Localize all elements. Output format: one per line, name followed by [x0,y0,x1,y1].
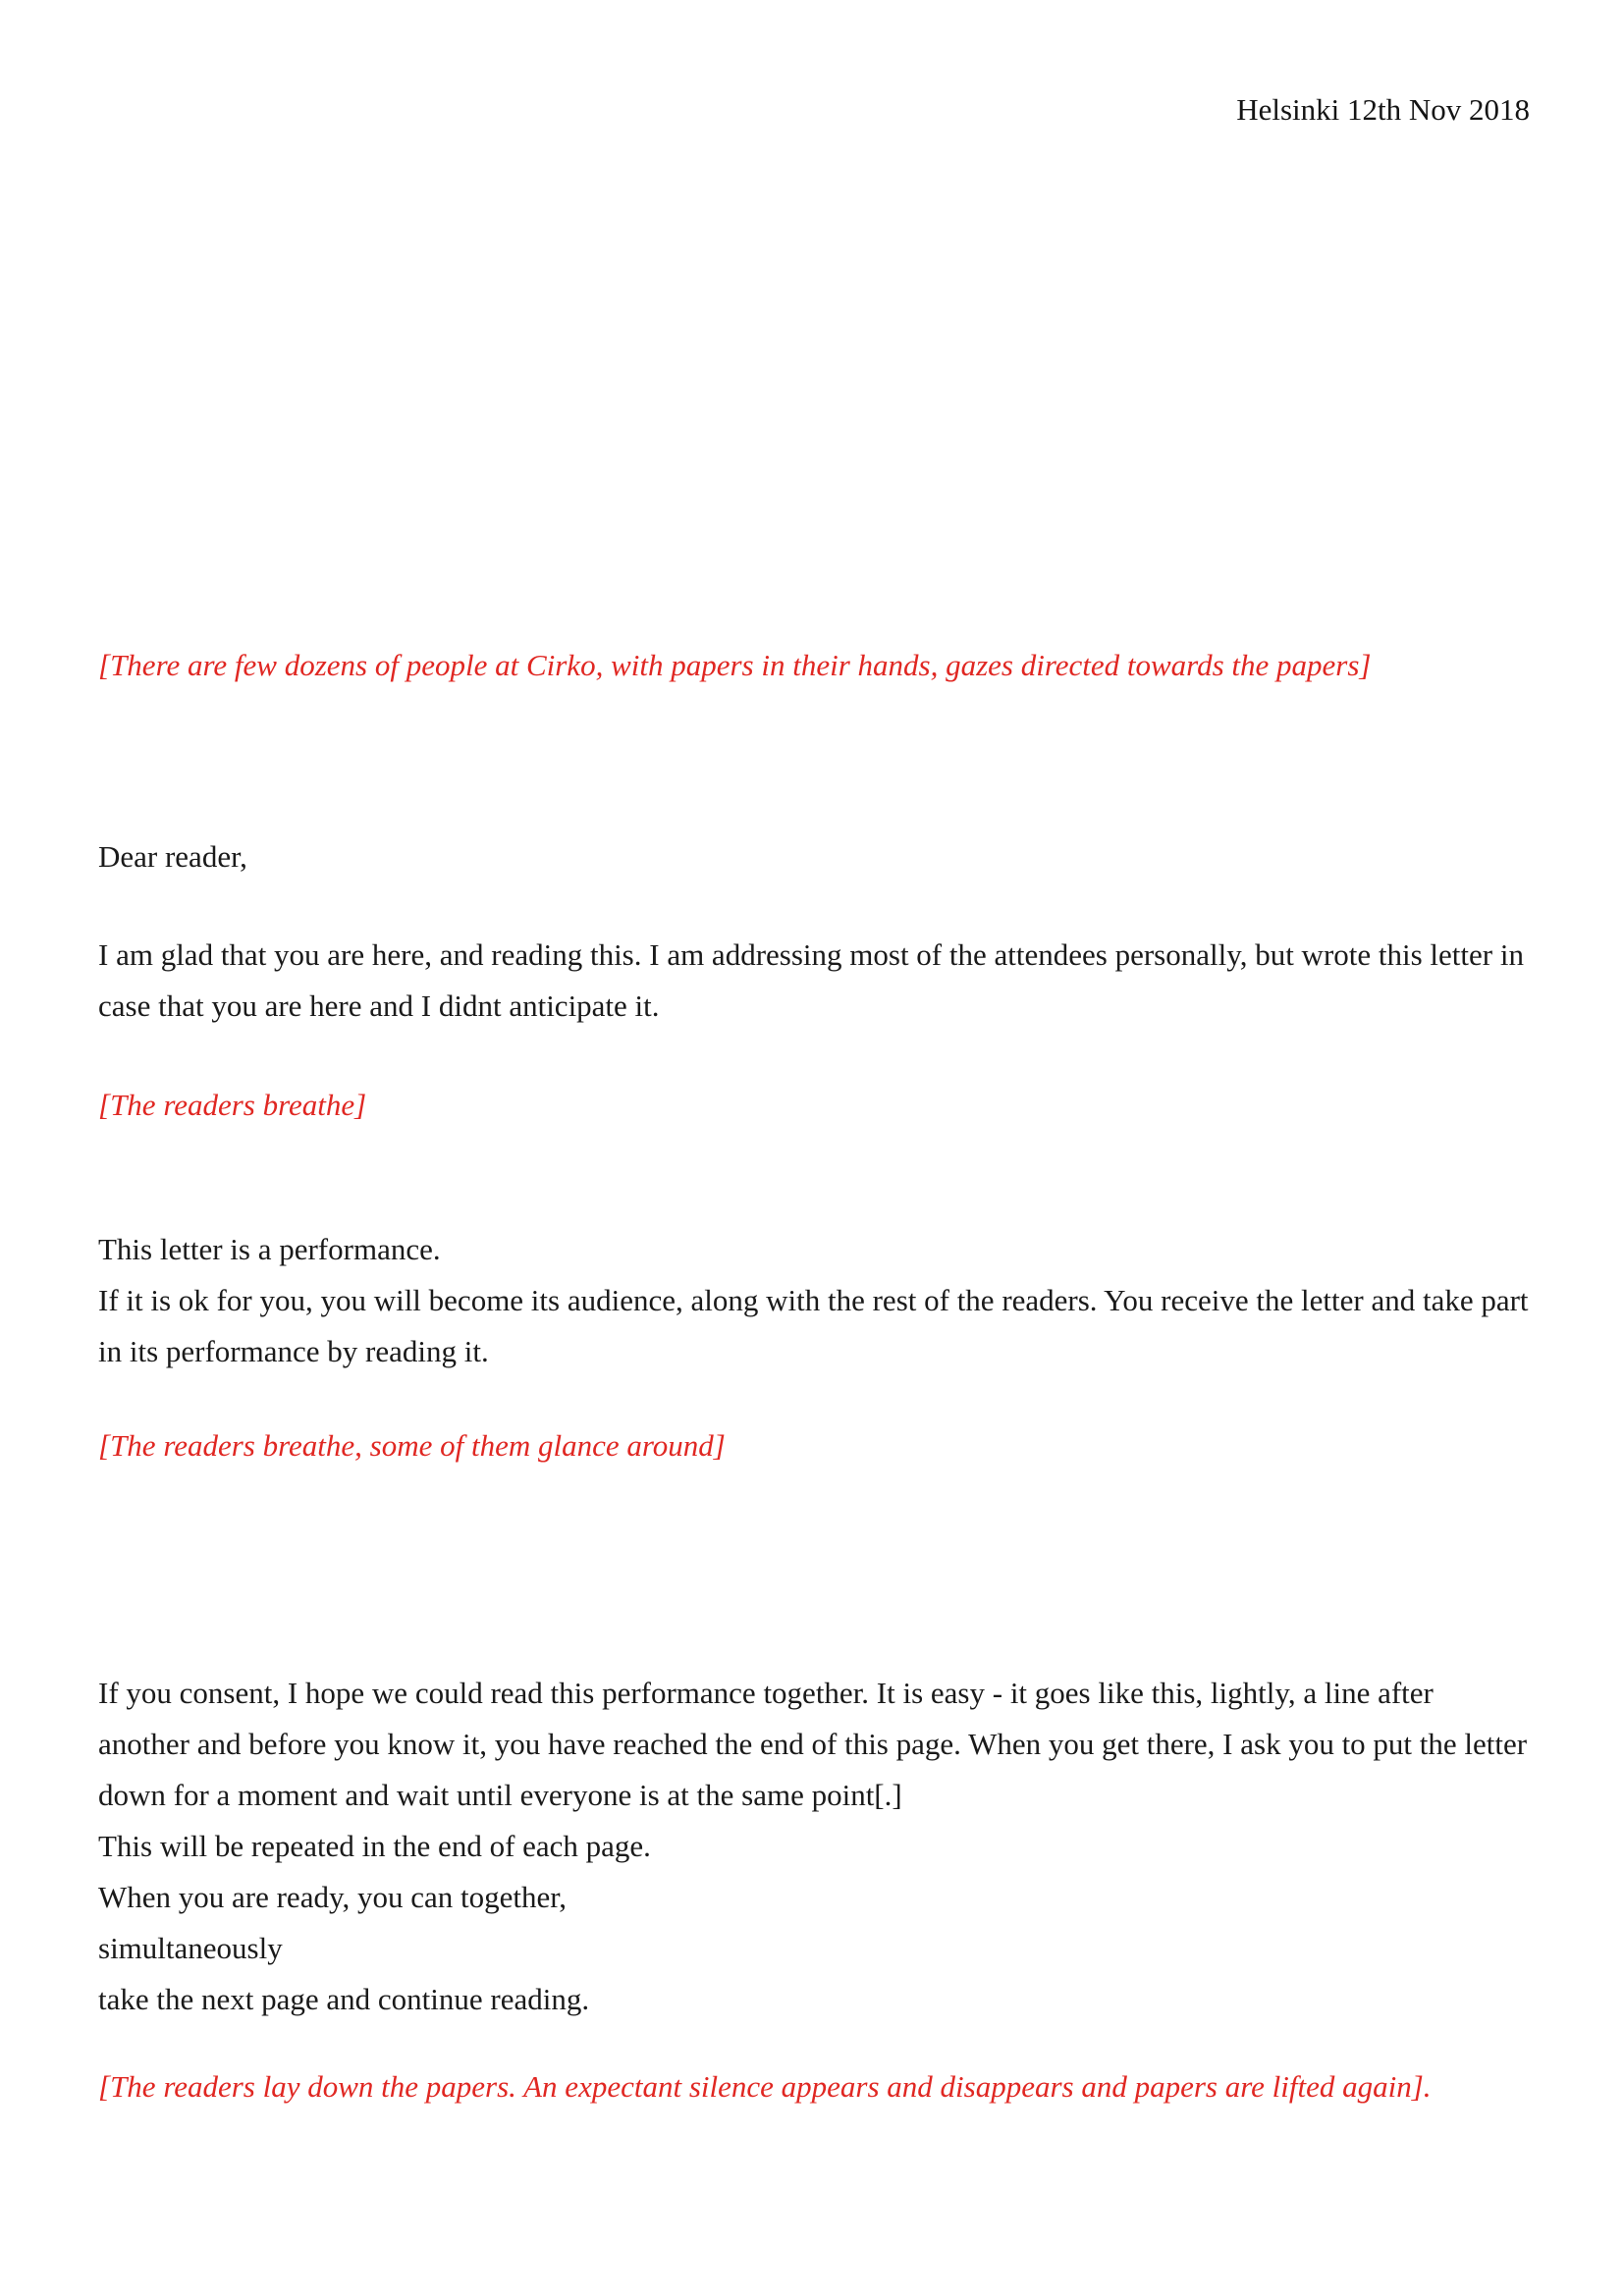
stage-direction-breathe: [The readers breathe] [98,1088,367,1122]
date-line: Helsinki 12th Nov 2018 [1236,92,1530,127]
performance-line: This letter is a performance. [98,1232,441,1266]
paragraph-intro: I am glad that you are here, and reading this. I am addressing most of the attendees personally, but wrote this letter in case that you are here and I didnt anticipate it. [98,937,1524,1023]
paragraph-performance [98,1224,1530,1377]
salutation: Dear reader, [98,839,247,874]
consent-line: When you are ready, you can together, [98,1880,568,1914]
consent-line: If you consent, I hope we could read this performance together. It is easy - it goes like this, lightly, a line after another and before you know it, you have reached the end of this page. When you get there, I ask you to put the letter down for a moment and wait until everyone is at the same point[.] [98,1676,1528,1812]
stage-direction-glance: [The readers breathe, some of them glance around] [98,1428,726,1463]
consent-line: take the next page and continue reading. [98,1982,590,2016]
consent-line: simultaneously [98,1931,283,1965]
stage-direction-closing: [The readers lay down the papers. An expectant silence appears and disappears and papers are lifted again]. [98,2069,1432,2104]
paragraph-consent [98,1668,1530,2025]
consent-line: This will be repeated in the end of each page. [98,1829,651,1863]
performance-line: If it is ok for you, you will become its audience, along with the rest of the readers. You receive the letter and take part in its performance by reading it. [98,1283,1529,1368]
stage-direction-opening: [There are few dozens of people at Cirko, with papers in their hands, gazes directed towards the papers] [98,648,1372,682]
